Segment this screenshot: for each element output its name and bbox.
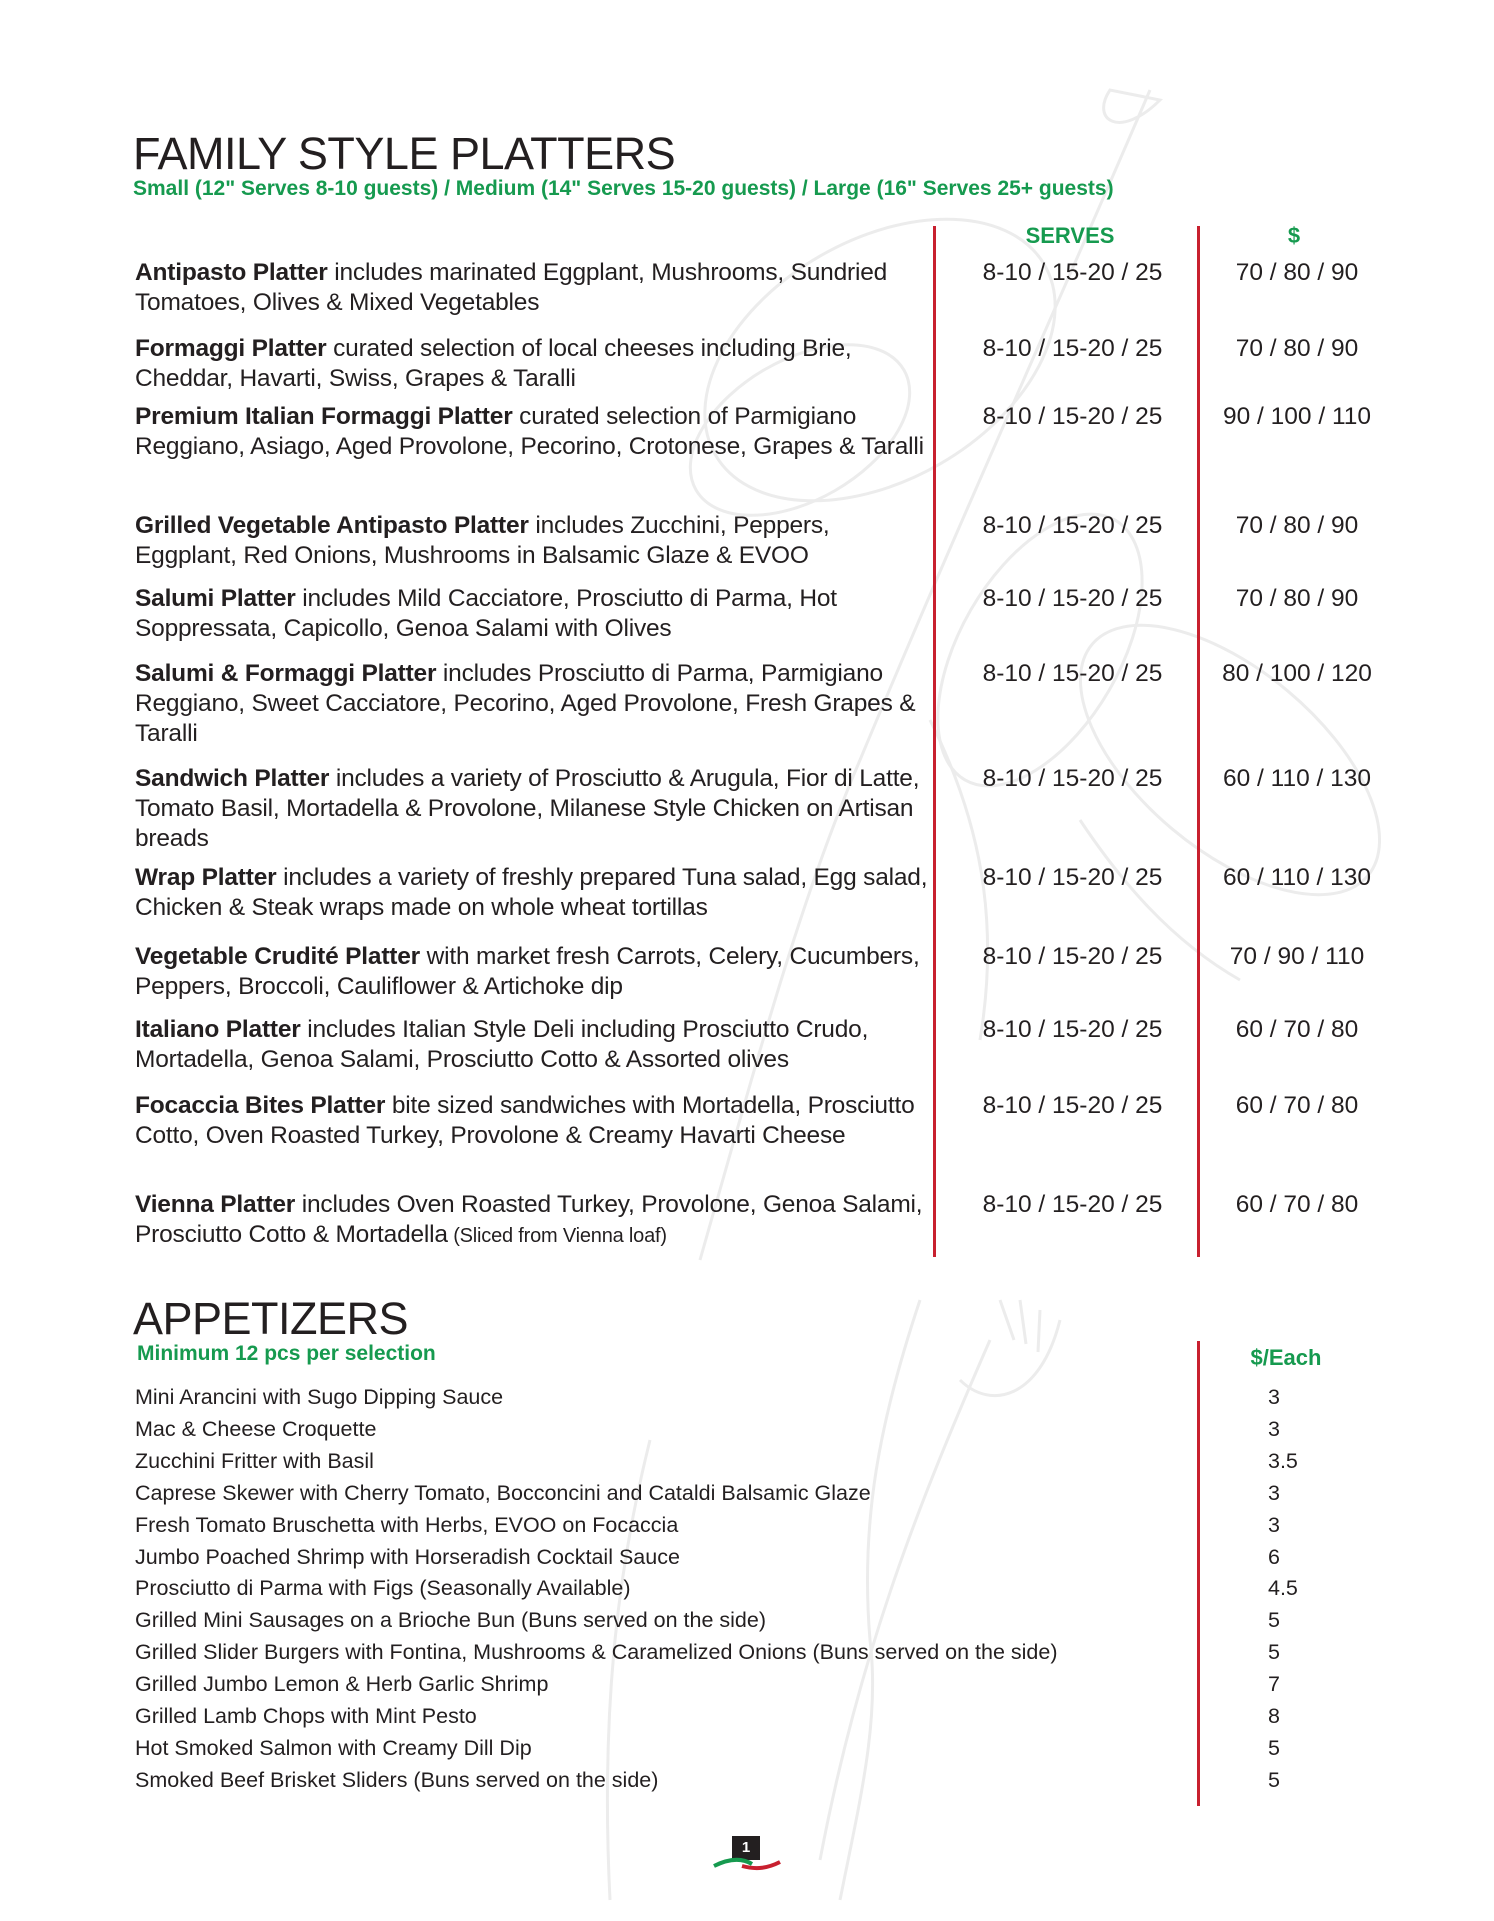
platter-serves: 8-10 / 15-20 / 25 [982,864,1163,891]
platter-price: 60 / 70 / 80 [1235,1092,1359,1119]
platter-details: includes a variety of freshly prepared Tuna salad, Egg salad, Chicken & Steak wraps made on whole wheat tortillas [135,864,928,921]
platter-price: 90 / 100 / 110 [1222,403,1372,430]
platter-price: 60 / 70 / 80 [1235,1191,1359,1218]
platter-details: includes Zucchini, Peppers, Eggplant, Red Onions, Mushrooms in Balsamic Glaze & EVOO [135,512,830,569]
platter-details: includes a variety of Prosciutto & Arugula, Fior di Latte, Tomato Basil, Mortadella & Provolone, Milanese Style Chicken on Artisan breads [135,765,920,852]
platter-serves: 8-10 / 15-20 / 25 [982,403,1163,430]
appetizer-row [0,1477,1494,1509]
appetizer-row [0,1445,1494,1477]
appetizer-name: Mini Arancini with Sugo Dipping Sauce [135,1385,504,1409]
platter-serves: 8-10 / 15-20 / 25 [982,765,1163,792]
serves-column-header: SERVES [1025,223,1115,248]
appetizer-price: 7 [1268,1672,1280,1697]
platter-serves: 8-10 / 15-20 / 25 [982,660,1163,687]
platter-name: Wrap Platter [135,864,277,891]
platter-name: Premium Italian Formaggi Platter [135,403,513,430]
platter-details: includes Prosciutto di Parma, Parmigiano Reggiano, Sweet Cacciatore, Pecorino, Aged Provolone, Fresh Grapes & Taralli [135,660,916,747]
each-price-column-header: $/Each [1250,1345,1322,1370]
appetizer-row [0,1572,1494,1604]
appetizer-price: 3 [1268,1385,1280,1409]
platter-serves: 8-10 / 15-20 / 25 [982,1092,1163,1119]
platter-price: 70 / 80 / 90 [1235,259,1359,286]
appetizer-price: 8 [1268,1704,1280,1728]
platter-name: Formaggi Platter [135,335,327,362]
appetizer-name: Hot Smoked Salmon with Creamy Dill Dip [135,1735,532,1760]
appetizer-row [0,1413,1494,1445]
platter-price: 70 / 80 / 90 [1235,335,1359,362]
platter-description [135,659,935,750]
platter-details: includes marinated Eggplant, Mushrooms, Sundried Tomatoes, Olives & Mixed Vegetables [135,259,888,316]
appetizer-row [0,1541,1494,1573]
appetizer-name: Grilled Jumbo Lemon & Herb Garlic Shrimp [135,1672,549,1697]
platter-serves: 8-10 / 15-20 / 25 [982,1016,1163,1043]
platter-name: Italiano Platter [135,1016,301,1043]
platter-description [135,764,935,855]
platter-description [135,258,935,319]
platter-details: includes Oven Roasted Turkey, Provolone, Genoa Salami, Prosciutto Cotto & Mortadella [135,1191,923,1248]
platter-serves: 8-10 / 15-20 / 25 [982,1191,1163,1218]
platter-serves: 8-10 / 15-20 / 25 [982,259,1163,286]
platter-name: Antipasto Platter [135,259,328,286]
platter-serves: 8-10 / 15-20 / 25 [982,943,1163,970]
platter-name: Vegetable Crudité Platter [135,943,421,970]
price-column-header: $ [1287,223,1301,248]
platters-size-subtitle: Small (12" Serves 8-10 guests) / Medium (14" Serves 15-20 guests) / Large (16" Serves 25+ guests) [133,177,1114,200]
appetizer-price: 4.5 [1268,1576,1298,1601]
appetizer-row [0,1668,1494,1700]
appetizer-name: Grilled Mini Sausages on a Brioche Bun (Buns served on the side) [135,1608,767,1633]
platter-price: 70 / 80 / 90 [1235,585,1359,612]
platter-description [135,1091,935,1152]
appetizer-row [0,1509,1494,1541]
platter-description [135,402,935,463]
appetizer-name: Jumbo Poached Shrimp with Horseradish Cocktail Sauce [135,1544,680,1569]
appetizer-price: 5 [1268,1608,1280,1633]
appetizers-subtitle: Minimum 12 pcs per selection [137,1342,436,1365]
platter-name: Grilled Vegetable Antipasto Platter [135,512,529,539]
appetizer-name: Smoked Beef Brisket Sliders (Buns served on the side) [135,1767,659,1792]
platter-price: 80 / 100 / 120 [1222,660,1372,687]
platter-note: (Sliced from Vienna loaf) [447,1225,667,1247]
platter-serves: 8-10 / 15-20 / 25 [982,335,1163,362]
platter-description [135,334,935,395]
appetizer-price: 5 [1268,1640,1280,1665]
platter-price: 60 / 110 / 130 [1222,765,1372,792]
platter-details: includes Italian Style Deli including Prosciutto Crudo, Mortadella, Genoa Salami, Prosciutto Cotto & Assorted olives [135,1016,869,1073]
appetizer-price: 5 [1268,1735,1280,1760]
platter-name: Focaccia Bites Platter [135,1092,386,1119]
platter-price: 60 / 110 / 130 [1222,864,1372,891]
platter-details: curated selection of local cheeses including Brie, Cheddar, Havarti, Swiss, Grapes & Taralli [135,335,852,392]
appetizer-price: 3 [1268,1480,1280,1505]
appetizer-price: 3 [1268,1416,1280,1441]
platter-description [135,942,935,1003]
appetizer-price: 5 [1268,1767,1280,1792]
platter-description [135,1015,935,1076]
platter-name: Salumi Platter [135,585,296,612]
appetizer-row [0,1764,1494,1796]
platter-details: with market fresh Carrots, Celery, Cucumbers, Peppers, Broccoli, Cauliflower & Artichoke dip [135,943,920,1000]
appetizer-name: Grilled Lamb Chops with Mint Pesto [135,1704,477,1728]
appetizer-name: Prosciutto di Parma with Figs (Seasonally Available) [135,1576,631,1601]
appetizer-price: 3 [1268,1512,1280,1537]
platter-price: 70 / 90 / 110 [1229,943,1365,970]
appetizer-name: Mac & Cheese Croquette [135,1416,377,1441]
appetizer-row [0,1732,1494,1764]
page-number: 1 [732,1836,760,1860]
appetizers-title: APPETIZERS [133,1293,409,1344]
appetizer-price: 3.5 [1268,1448,1298,1473]
appetizer-price: 6 [1268,1544,1280,1569]
platter-description [135,584,935,645]
platter-serves: 8-10 / 15-20 / 25 [982,512,1163,539]
platter-name: Vienna Platter [135,1191,296,1218]
appetizer-row [0,1636,1494,1668]
platter-description [135,511,935,572]
appetizer-name: Zucchini Fritter with Basil [135,1448,374,1473]
appetizer-name: Fresh Tomato Bruschetta with Herbs, EVOO on Focaccia [135,1512,679,1537]
platter-description [135,863,935,924]
platter-serves: 8-10 / 15-20 / 25 [982,585,1163,612]
appetizer-row [0,1700,1494,1732]
platter-description [135,1190,935,1251]
appetizer-name: Grilled Slider Burgers with Fontina, Mushrooms & Caramelized Onions (Buns served on the side) [135,1640,1058,1665]
platter-price: 60 / 70 / 80 [1235,1016,1359,1043]
appetizer-row [0,1381,1494,1413]
platter-details: bite sized sandwiches with Mortadella, Prosciutto Cotto, Oven Roasted Turkey, Provolone & Creamy Havarti Cheese [135,1092,915,1149]
appetizer-name: Caprese Skewer with Cherry Tomato, Bocconcini and Cataldi Balsamic Glaze [135,1480,871,1505]
platter-name: Sandwich Platter [135,765,330,792]
platter-price: 70 / 80 / 90 [1235,512,1359,539]
italian-flag-swoosh-icon [712,1856,782,1872]
platters-title: FAMILY STYLE PLATTERS [133,128,676,179]
appetizer-row [0,1604,1494,1636]
platter-details: curated selection of Parmigiano Reggiano, Asiago, Aged Provolone, Pecorino, Crotonese, Grapes & Taralli [135,403,924,460]
platter-name: Salumi & Formaggi Platter [135,660,437,687]
platter-details: includes Mild Cacciatore, Prosciutto di Parma, Hot Soppressata, Capicollo, Genoa Salami with Olives [135,585,837,642]
